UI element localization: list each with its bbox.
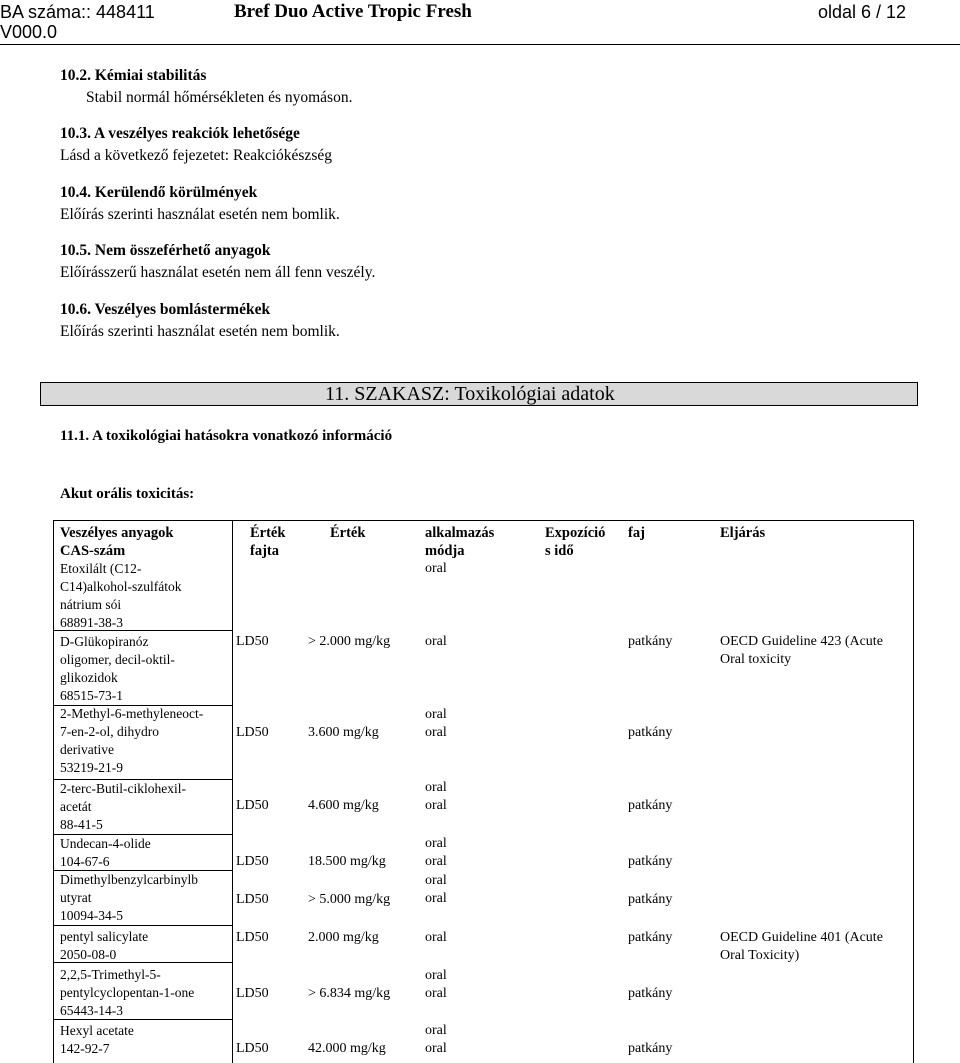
table-row-value: 2.000 mg/kg: [308, 930, 379, 945]
table-row-type: LD50: [236, 634, 269, 649]
col-divider: [232, 520, 233, 1063]
table-row-type: LD50: [236, 986, 269, 1001]
table-row-application: oral: [425, 561, 447, 576]
table-row-species: patkány: [628, 930, 673, 945]
table-row-value: 4.600 mg/kg: [308, 798, 379, 813]
table-row-species: patkány: [628, 634, 673, 649]
table-row-substance: Undecan-4-olide 104-67-6: [60, 836, 151, 869]
table-row-value: > 2.000 mg/kg: [308, 634, 391, 649]
row-divider: [53, 925, 232, 926]
doc-version: V000.0: [0, 22, 58, 42]
header-divider: [0, 44, 960, 45]
table-row-method: OECD Guideline 423 (Acute Oral toxicity: [720, 634, 883, 667]
section-10-6-text: Előírás szerinti használat esetén nem bomlik.: [60, 323, 340, 340]
table-row-type: LD50: [236, 1041, 269, 1056]
section-10-5-text: Előírásszerű használat esetén nem áll fenn veszély.: [60, 264, 376, 281]
table-row-substance: 2-terc-Butil-ciklohexil- acetát 88-41-5: [60, 781, 186, 832]
header-application: alkalmazás módja: [425, 525, 495, 559]
table-row-application: oral oral: [425, 707, 447, 740]
page-number: oldal 6 / 12: [818, 2, 907, 22]
table-row-substance: Dimethylbenzylcarbinylb utyrat 10094-34-5: [60, 872, 198, 923]
table-row-species: patkány: [628, 798, 673, 813]
section-10-3-title: 10.3. A veszélyes reakciók lehetősége: [60, 125, 300, 142]
subsection-title: 11.1. A toxikológiai hatásokra vonatkozó információ: [60, 428, 393, 444]
table-row-species: patkány: [628, 986, 673, 1001]
header-method: Eljárás: [720, 525, 766, 541]
table-row-application: oral oral: [425, 873, 447, 906]
table-row-application: oral oral: [425, 1023, 447, 1056]
table-row-type: LD50: [236, 892, 269, 907]
section-10-2-text: Stabil normál hőmérsékleten és nyomáson.: [86, 89, 353, 106]
table-row-application: oral: [425, 930, 447, 945]
table-row-substance: pentyl salicylate 2050-08-0: [60, 929, 149, 962]
section-10-2-title: 10.2. Kémiai stabilitás: [60, 67, 207, 84]
header-exposure: Expozíció s idő: [545, 525, 606, 559]
table-row-value: > 6.834 mg/kg: [308, 986, 391, 1001]
table-row-method: OECD Guideline 401 (Acute Oral Toxicity): [720, 930, 883, 963]
header-species: faj: [628, 525, 645, 541]
table-row-type: LD50: [236, 854, 269, 869]
doc-number: BA száma:: 448411: [0, 2, 155, 22]
table-row-species: patkány: [628, 892, 673, 907]
table-row-species: patkány: [628, 1041, 673, 1056]
table-row-substance: Etoxilált (C12- C14)alkohol-szulfátok nátrium sói 68891-38-3: [60, 561, 182, 630]
section-10-5-title: 10.5. Nem összeférhető anyagok: [60, 242, 271, 259]
table-row-type: LD50: [236, 798, 269, 813]
table-row-application: oral oral: [425, 968, 447, 1001]
section-10-4-title: 10.4. Kerülendő körülmények: [60, 184, 258, 201]
header-value: Érték: [330, 525, 366, 541]
table-row-value: 42.000 mg/kg: [308, 1041, 386, 1056]
table-row-application: oral: [425, 634, 447, 649]
product-name: Bref Duo Active Tropic Fresh: [234, 1, 472, 22]
table-row-value: > 5.000 mg/kg: [308, 892, 391, 907]
section-10-6-title: 10.6. Veszélyes bomlástermékek: [60, 301, 271, 318]
table-row-application: oral oral: [425, 780, 447, 813]
section-10-3-text: Lásd a következő fejezetet: Reakciókészség: [60, 147, 332, 164]
table-row-application: oral oral: [425, 836, 447, 869]
table-row-value: 3.600 mg/kg: [308, 725, 379, 740]
table-row-substance: Hexyl acetate 142-92-7: [60, 1023, 134, 1056]
section-11-title: 11. SZAKASZ: Toxikológiai adatok: [325, 383, 615, 405]
table-row-type: LD50: [236, 725, 269, 740]
table-row-species: patkány: [628, 854, 673, 869]
table-row-substance: 2-Methyl-6-methyleneoct- 7-en-2-ol, dihydro derivative 53219-21-9: [60, 706, 204, 775]
table-row-species: patkány: [628, 725, 673, 740]
section-10-4-text: Előírás szerinti használat esetén nem bomlik.: [60, 206, 340, 223]
header-value-type: Érték fajta: [250, 525, 286, 559]
table-row-substance: D-Glükopiranóz oligomer, decil-oktil- glikozidok 68515-73-1: [60, 634, 175, 703]
table-title: Akut orális toxicitás:: [60, 486, 195, 502]
table-row-type: LD50: [236, 930, 269, 945]
table-row-substance: 2,2,5-Trimethyl-5- pentylcyclopentan-1-one 65443-14-3: [60, 967, 195, 1018]
header-substance: Veszélyes anyagok CAS-szám: [60, 525, 174, 559]
table-row-value: 18.500 mg/kg: [308, 854, 386, 869]
